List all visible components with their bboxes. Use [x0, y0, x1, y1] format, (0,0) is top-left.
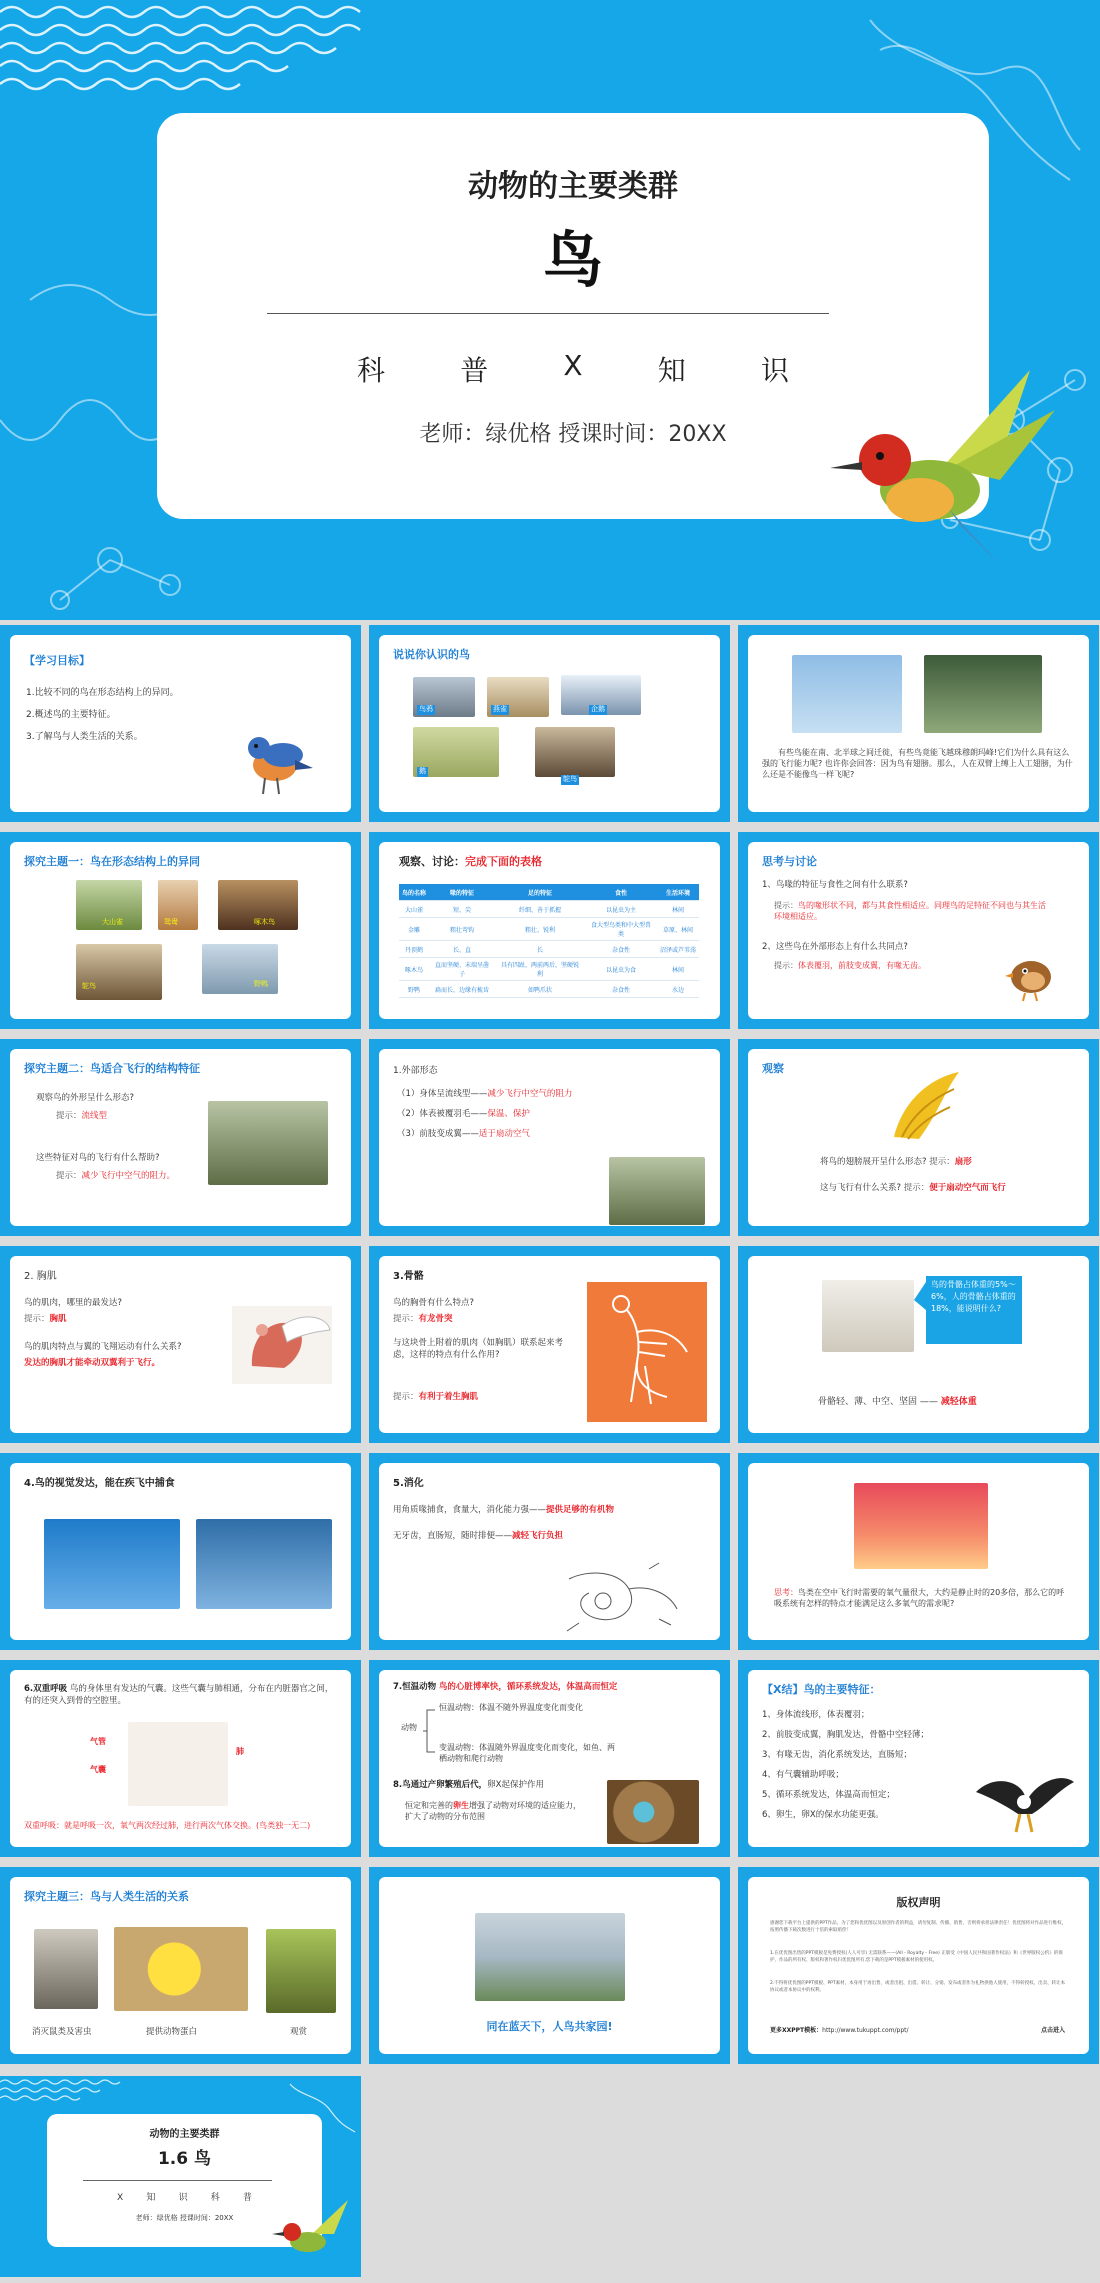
bluebird-illustration	[235, 720, 315, 800]
tagline-char: 科	[357, 354, 386, 387]
section-heading-rest: 卵X起保护作用	[487, 1780, 544, 1790]
table-row	[399, 941, 699, 958]
slide-heading: 思考与讨论	[762, 855, 817, 868]
feature-label: （3）前肢变成翼——	[397, 1129, 479, 1139]
feature-effect: 减少飞行中空气的阻力	[487, 1089, 573, 1099]
summary-item: 4、有气囊辅助呼吸；	[762, 1770, 844, 1780]
slide-heading: 探究主题二：鸟适合飞行的结构特征	[24, 1062, 200, 1075]
photo-tag: 鸵鸟	[563, 775, 577, 783]
cover-subject: 动物的主要类群	[468, 169, 678, 204]
question: 这些特征对鸟的飞行有什么帮助?	[36, 1153, 160, 1163]
slide-heading: 2. 胸肌	[24, 1271, 57, 1282]
bulbul-photo	[609, 1157, 705, 1225]
slide-think-discuss	[738, 832, 1099, 1029]
trait-effect: 提供足够的有机物	[546, 1505, 615, 1515]
chick-photo	[114, 1927, 248, 2011]
question: 鸟的肌肉，哪里的最发达?	[24, 1298, 123, 1308]
slide-paragraph: 鸟类在空中飞行时需要的氧气量很大，大约是静止时的20多倍，那么它的呼吸系统有怎样的特点才能满足这么多氧气的需求呢?	[774, 1588, 1065, 1609]
slide-mini-cover	[0, 2076, 361, 2277]
slide-learning-goals	[0, 625, 361, 822]
paragraph-part: 增强了动物对环境的适应能力，扩大了动物的分布范围	[405, 1801, 581, 1822]
question: 鸟的肌肉特点与翼的飞翔运动有什么关系?	[24, 1342, 182, 1352]
slide-double-respiration	[0, 1660, 361, 1857]
egret-photo	[924, 655, 1042, 733]
question: 将鸟的翅膀展开呈什么形态?	[820, 1157, 927, 1167]
feature-label: （1）身体呈流线型——	[397, 1089, 488, 1099]
goal-item: 1.比较不同的鸟在形态结构上的异同。	[26, 688, 179, 698]
table-cell: 粗壮、锐利	[495, 918, 585, 941]
diagram-label: 气管	[90, 1737, 106, 1746]
slide-heading: 7.恒温动物	[393, 1682, 437, 1692]
photo-tag: 鹅	[419, 767, 426, 775]
summary-item: 2、前肢变成翼，胸肌发达，骨骼中空轻薄；	[762, 1730, 929, 1740]
flamingo-photo	[792, 655, 902, 733]
heading-highlight: 鸟的心脏博率快，循环系统发达，体温高而恒定	[438, 1682, 618, 1692]
table-cell: 食性	[585, 884, 657, 901]
table-cell: 以昆虫为食	[585, 958, 657, 981]
answer: 发达的胸肌才能牵动双翼利于飞行。	[24, 1358, 161, 1368]
hint-label: 提示：	[774, 961, 798, 970]
table-cell: 大山雀	[399, 901, 429, 918]
paragraph-highlight: 卵生	[453, 1801, 469, 1810]
cover-teacher-line: 老师：绿优格 授课时间：20XX	[419, 422, 727, 447]
slide-vision	[0, 1453, 361, 1650]
hint-label: 提示：	[56, 1171, 82, 1181]
table-cell: 水边	[657, 981, 699, 998]
table-cell: 粗壮弯钩	[429, 918, 495, 941]
hint-label: 提示：	[903, 1183, 930, 1193]
table-cell: 草原、林间	[657, 918, 699, 941]
answer: 鸟的喙形状不同，都与其食性相适应。同理鸟的足特征不同也与其生活环境相适应。	[774, 901, 1046, 922]
table-row	[399, 958, 699, 981]
tree-branch: 变温动物：体温随外界温度变化而变化，如鱼、两栖动物和爬行动物	[439, 1743, 615, 1764]
feature-effect: 保温、保护	[487, 1109, 530, 1119]
muscle-diagram	[232, 1306, 332, 1384]
table-cell: 林间	[657, 958, 699, 981]
budgie-photo	[266, 1929, 336, 2013]
heron-city-photo	[475, 1913, 625, 2001]
slide-flight-question	[738, 625, 1099, 822]
answer: 减少飞行中空气的阻力。	[81, 1171, 176, 1181]
table-cell: 生活环境	[657, 884, 699, 901]
heading-part: 观察、讨论：	[399, 855, 465, 868]
enter-link[interactable]: 点击进入	[1040, 2027, 1065, 2034]
slide-topic-two	[0, 1039, 361, 1236]
slide-heading: 说说你认识的鸟	[393, 648, 470, 661]
tagline-char: 科	[210, 2193, 220, 2203]
slide-copyright	[738, 1867, 1099, 2064]
photo-caption: 消灭鼠类及害虫	[32, 2027, 92, 2037]
slide-heading	[399, 854, 542, 869]
slide-external-form	[369, 1039, 730, 1236]
slide-pectoral-muscle	[0, 1246, 361, 1443]
cover-divider	[267, 313, 829, 314]
table-cell: 如鸭爪状	[495, 981, 585, 998]
eagle-illustration	[966, 1762, 1076, 1842]
copyright-paragraph: 感谢您下载平台上提供的PPT作品，为了您和优优图以及原创作者的利益，请勿复制、传播、销售，否则将承担法律责任！优优图将对作品进行维权，按照传播下载次数进行十倍的索取赔偿！	[770, 1921, 1067, 1933]
hint-label: 提示：	[929, 1157, 955, 1167]
question: 2、这些鸟在外部形态上有什么共同点?	[762, 942, 908, 952]
table-header-row	[399, 884, 699, 901]
more-label: 更多XXPPT模板：	[770, 2027, 823, 2034]
tagline-char: 普	[242, 2193, 252, 2203]
slide-harmony	[369, 1867, 730, 2064]
table-cell: 杂食性	[585, 941, 657, 958]
slide-heading: 探究主题三：鸟与人类生活的关系	[24, 1890, 189, 1903]
photo-caption: 观赏	[290, 2027, 308, 2037]
slide-heading: 6.双重呼吸	[24, 1684, 68, 1694]
tagline-char: X	[563, 349, 583, 382]
bird-skeleton-diagram	[587, 1282, 707, 1422]
slide-caption: 同在蓝天下，人鸟共家园!	[486, 2020, 613, 2033]
photo-tag: 鸵鸟	[82, 982, 96, 990]
question: 鸟的胸骨有什么特点?	[393, 1298, 475, 1308]
answer: 扇形	[954, 1157, 972, 1167]
table-cell: 具有四趾，两前两后，坚硬锐利	[495, 958, 585, 981]
answer: 体表覆羽，前肢变成翼，有喙无齿。	[798, 961, 926, 970]
respiration-note: 双重呼吸：就是呼吸一次，氧气两次经过肺，进行两次气体交换。(鸟类独一无二)	[24, 1821, 311, 1830]
slide-heading: 【X结】鸟的主要特征：	[762, 1683, 881, 1696]
heading-highlight: 完成下面的表格	[465, 855, 542, 868]
section-heading: 8.鸟通过产卵繁殖后代，	[393, 1780, 488, 1790]
slide-heading: 版权声明	[896, 1896, 941, 1909]
summary-item: 1、身体流线形，体表覆羽；	[762, 1710, 870, 1720]
goal-item: 3.了解鸟与人类生活的关系。	[26, 732, 143, 742]
slide-known-birds	[369, 625, 730, 822]
diagram-label: 气囊	[90, 1765, 106, 1774]
goal-item: 2.概述鸟的主要特征。	[26, 710, 116, 720]
table-cell: 长、直	[429, 941, 495, 958]
sunset-birds-photo	[854, 1483, 988, 1569]
table-row	[399, 901, 699, 918]
photo-tag: 企鹅	[591, 705, 605, 713]
table-cell: 金雕	[399, 918, 429, 941]
hint-label: 提示：	[24, 1314, 50, 1324]
tree-root: 动物	[401, 1723, 417, 1732]
table-cell: 鸟的名称	[399, 884, 429, 901]
diagram-label: 肺	[236, 1747, 244, 1756]
table-cell: 扁而长、边缘有梳齿	[429, 981, 495, 998]
slide-digestion	[369, 1453, 730, 1650]
bulbul-photo	[208, 1101, 328, 1185]
slide-heading: 【学习目标】	[24, 654, 90, 667]
table-cell: 野鸭	[399, 981, 429, 998]
hint-label: 提示：	[393, 1392, 419, 1402]
cover-slide	[0, 0, 1100, 620]
photo-tag: 鸳鸯	[164, 918, 178, 926]
photo-tag: 啄木鸟	[254, 918, 275, 926]
bird-traits-table	[399, 884, 699, 998]
copyright-paragraph: 1.在优优图出售的PPT模板是免费授权(人人可享) 无需联系——(All - Royalty - Free) 正版受《中国人民共和国著作权法》和《世界版权公约》的保护，作品的所有权、版权和著作权归优优图所有,您下载的是PPT模板素材的使用权。	[770, 1951, 1063, 1963]
slide-heading: 探究主题一：鸟在形态结构上的异同	[24, 855, 200, 868]
slide-paragraph: 有些鸟能在南、北半球之间迁徙，有些鸟竟能飞越珠穆朗玛峰!它们为什么具有这么强的飞行能力呢? 也许你会回答：因为鸟有翅膀。那么，人在双臂上缚上人工翅膀，为什么还是不能像鸟一样飞呢?	[762, 748, 1073, 780]
slide-paragraph: 鸟的身体里有发达的气囊。这些气囊与肺相通，分布在内脏器官之间，有的还突入到骨的空腔里。	[24, 1684, 334, 1706]
table-cell: 食大型鸟类和中大型兽类	[585, 918, 657, 941]
owl-photo	[34, 1929, 98, 2009]
slide-summary	[738, 1660, 1099, 1857]
mini-cover-tagline	[117, 2192, 252, 2205]
table-cell: 纤细、善于抓握	[495, 901, 585, 918]
tree-bracket	[423, 1706, 437, 1756]
feature-label: （2）体表被覆羽毛——	[397, 1109, 488, 1119]
slide-heading: 3.骨骼	[393, 1271, 424, 1282]
tagline-char: 普	[460, 354, 489, 387]
table-cell: 林间	[657, 901, 699, 918]
table-row	[399, 981, 699, 998]
hummingbird-illustration	[272, 2194, 356, 2270]
copyright-paragraph: 2.不得将优优图的PPT模板、PPT素材，本身用于再出售，或者出租、出借、转让、分销、发布或者作为礼物供他人使用，不得转授权、出卖、转让本协议或者本协议中的权利。	[770, 1981, 1066, 1993]
hummingbird-illustration	[830, 350, 1070, 580]
table-cell: 丹顶鹤	[399, 941, 429, 958]
tree-branch: 恒温动物：体温不随外界温度变化而变化	[439, 1703, 583, 1712]
table-cell: 沼泽或芦苇荡	[657, 941, 699, 958]
feature-effect: 适于扇动空气	[478, 1129, 530, 1139]
seagull-photo	[196, 1519, 332, 1609]
slide-heading: 4.鸟的视觉发达，能在疾飞中捕食	[24, 1478, 175, 1489]
table-cell: 杂食性	[585, 981, 657, 998]
bird-flying-photo	[44, 1519, 180, 1609]
slide-skeleton	[369, 1246, 730, 1443]
slide-heading: 观察	[762, 1062, 784, 1075]
mini-cover-subject: 动物的主要类群	[149, 2129, 220, 2140]
summary-item: 5、循环系统发达，体温高而恒定；	[762, 1790, 895, 1800]
lead-label: 思考：	[774, 1588, 798, 1597]
slide-observation-table	[369, 832, 730, 1029]
slide-warm-blooded	[369, 1660, 730, 1857]
table-cell: 喙的特征	[429, 884, 495, 901]
tagline-char: 识	[760, 354, 789, 387]
table-cell: 足的特征	[495, 884, 585, 901]
golden-wing-illustration	[884, 1067, 964, 1147]
hint-label: 提示：	[56, 1111, 82, 1121]
tagline-char: 识	[178, 2193, 188, 2203]
photo-tag: 大山雀	[102, 918, 123, 926]
nest-eggs-photo	[607, 1780, 699, 1844]
callout-box: 鸟的骨骼占体重的5%～6%，人的骨骼占体重的18%，能说明什么?	[926, 1276, 1022, 1344]
table-cell: 啄木鸟	[399, 958, 429, 981]
cover-tagline	[357, 349, 789, 389]
question: 1、鸟喙的特征与食性之间有什么联系?	[762, 880, 908, 890]
hint-label: 提示：	[393, 1314, 419, 1324]
slide-heading: 1.外部形态	[393, 1066, 438, 1076]
table-cell: 直而坚硬、末端呈凿子	[429, 958, 495, 981]
tagline-char: X	[117, 2193, 124, 2203]
skeleton-photo	[822, 1280, 914, 1352]
mini-cover-divider	[83, 2180, 272, 2181]
answer: 有龙骨突	[418, 1314, 453, 1324]
mini-cover-title: 1.6 鸟	[157, 2149, 212, 2169]
photo-tag: 燕雀	[493, 705, 507, 713]
photo-caption: 提供动物蛋白	[146, 2027, 198, 2037]
cover-title: 鸟	[543, 226, 603, 296]
callout-pointer	[914, 1276, 926, 1316]
table-cell: 短、尖	[429, 901, 495, 918]
table-cell: 长	[495, 941, 585, 958]
mini-cover-teacher: 老师：绿优格 授课时间：20XX	[135, 2214, 234, 2222]
digestive-system-diagram	[559, 1559, 689, 1635]
more-link[interactable]: http://www.tukuppt.com/ppt/	[822, 2027, 909, 2034]
table-row	[399, 918, 699, 941]
trait-effect: 减轻飞行负担	[512, 1531, 564, 1541]
summary-item: 6、卵生，卵X的保水功能更强。	[762, 1810, 884, 1820]
conclusion-effect: 减轻体重	[940, 1397, 977, 1407]
question: 与这块骨上附着的肌肉（如胸肌）联系起来考虑，这样的特点有什么作用?	[393, 1338, 564, 1360]
slide-topic-one	[0, 832, 361, 1029]
trait-label: 无牙齿，直肠短，随时排便——	[393, 1531, 513, 1541]
air-sac-diagram	[128, 1722, 228, 1806]
answer: 胸肌	[49, 1314, 67, 1324]
photo-tag: 野鸭	[254, 980, 268, 988]
conclusion-label: 骨骼轻、薄、中空、坚固 ——	[818, 1397, 938, 1407]
question: 观察鸟的外形呈什么形态?	[36, 1093, 135, 1103]
slide-topic-three	[0, 1867, 361, 2064]
answer: 便于扇动空气而飞行	[929, 1183, 1006, 1193]
tagline-char: 知	[146, 2193, 156, 2203]
tagline-char: 知	[657, 354, 686, 387]
question: 这与飞行有什么关系?	[820, 1183, 902, 1193]
hint-label: 提示：	[774, 901, 798, 910]
slide-heading: 5.消化	[393, 1478, 424, 1489]
slide-observe-wing	[738, 1039, 1099, 1236]
table-cell: 以昆虫为主	[585, 901, 657, 918]
slide-breathing-question	[738, 1453, 1099, 1650]
summary-item: 3、有喙无齿，消化系统发达，直肠短；	[762, 1750, 912, 1760]
slide-bone-weight	[738, 1246, 1099, 1443]
photo-tag: 鸟鸦	[419, 705, 433, 713]
ostrich-photo	[535, 727, 615, 777]
paragraph-part: 恒定和完善的	[405, 1801, 453, 1810]
cartoon-bird-icon	[1003, 947, 1058, 1002]
answer: 有利于着生胸肌	[418, 1392, 479, 1402]
answer: 流线型	[81, 1111, 108, 1121]
trait-label: 用角质喙捕食，食量大，消化能力强——	[393, 1505, 547, 1515]
